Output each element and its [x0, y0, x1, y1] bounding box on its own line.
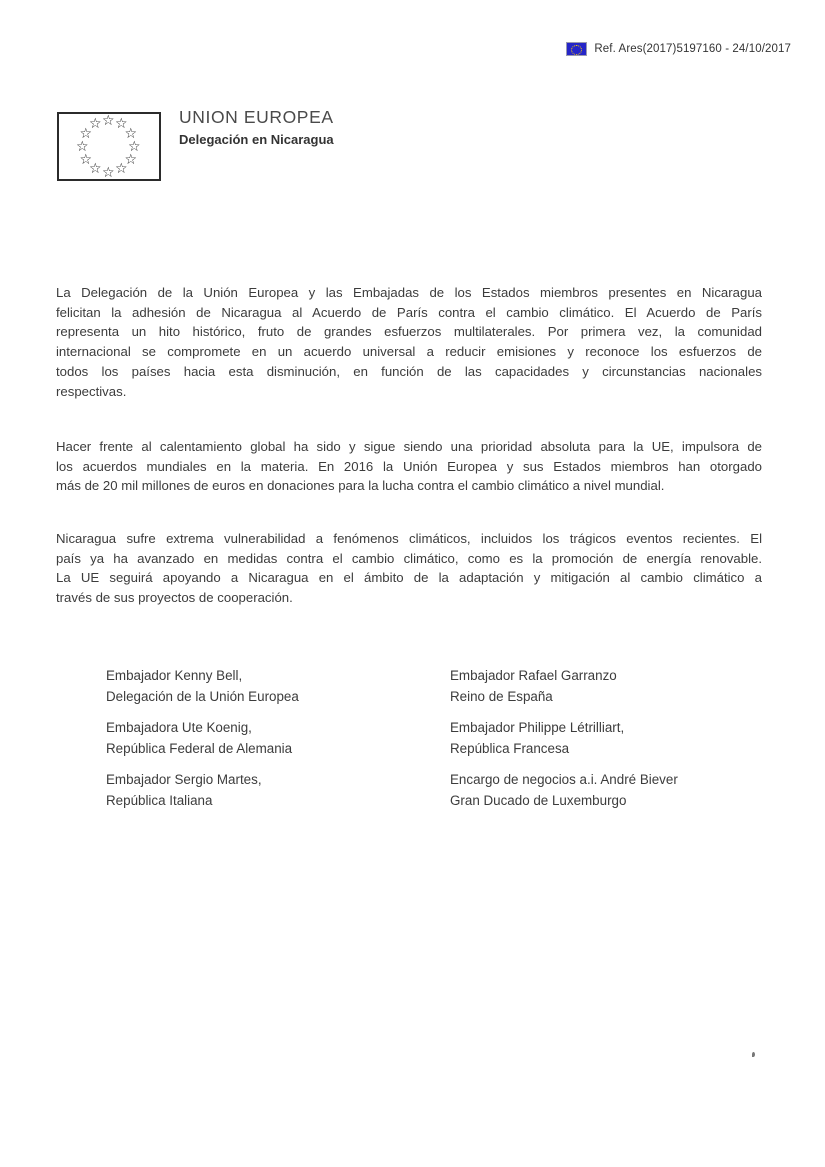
paragraph-eu-priority	[56, 437, 762, 496]
letterhead	[179, 107, 334, 147]
eu-flag-logo	[57, 112, 161, 181]
eu-star-icon: ☆	[79, 150, 93, 167]
signatory-name: Embajador Sergio Martes,	[106, 772, 262, 787]
text-line: La Delegación de la Unión Europea y las Embajadas de los Estados miembros presentes en Nicaragua	[56, 285, 762, 300]
eu-star-icon: ☆	[102, 163, 115, 180]
eu-star-icon: ☆	[79, 124, 93, 141]
eu-star-icon: ☆	[89, 160, 102, 177]
registry-ref-line	[566, 42, 791, 56]
text-line: país ya ha avanzado en medidas contra el cambio climático, como es la promoción de energía renovable.	[56, 550, 762, 566]
text-line: todos los países hacia esta disminución, en función de las capacidades y circunstancias nacionales	[56, 363, 762, 379]
signatory-org: Reino de España	[450, 689, 553, 704]
eu-star-icon: ☆	[76, 137, 89, 154]
text-line: respectivas.	[56, 383, 127, 399]
registry-ref-number: Ref. Ares(2017)5197160 - 24/10/2017	[594, 43, 791, 55]
eu-star-icon: ☆	[115, 114, 128, 131]
eu-star-icon: ☆	[124, 150, 138, 167]
signatory-org: República Francesa	[450, 741, 570, 756]
text-line: representa un hito histórico, fruto de grandes esfuerzos multilaterales. Por primera vez, la comunidad	[56, 324, 762, 340]
signatory-name: Embajador Kenny Bell,	[106, 668, 243, 683]
text-line: internacional se compromete en un acuerdo universal a reducir emisiones y reconoce los esfuerzos de	[56, 344, 762, 360]
signatory-org: República Federal de Alemania	[106, 741, 293, 756]
signatory-name: Embajadora Ute Koenig,	[106, 720, 252, 735]
text-line: más de 20 mil millones de euros en donaciones para la lucha contra el cambio climático a nivel mundial.	[56, 478, 665, 494]
signature-entry	[450, 769, 746, 811]
eu-star-icon: ☆	[89, 114, 102, 131]
signature-entry	[106, 769, 450, 811]
scan-artifact-dot	[752, 1052, 755, 1057]
text-line: través de sus proyectos de cooperación.	[56, 590, 293, 606]
signature-entry	[450, 665, 746, 707]
paragraph-nicaragua-vulnerability	[56, 529, 762, 608]
signature-column-left	[106, 665, 450, 811]
signature-entry	[106, 665, 450, 707]
signature-entry	[450, 717, 746, 759]
signature-entry	[106, 717, 450, 759]
delegation-name: Delegación en Nicaragua	[179, 132, 334, 147]
text-line: Nicaragua sufre extrema vulnerabilidad a fenómenos climáticos, incluidos los trágicos eventos recientes. El	[56, 531, 762, 546]
signatory-name: Embajador Rafael Garranzo	[450, 668, 617, 683]
signatory-org: Gran Ducado de Luxemburgo	[450, 793, 627, 808]
eu-star-icon: ☆	[128, 137, 141, 154]
text-line: felicitan la adhesión de Nicaragua al Acuerdo de París contra el cambio climático. El Acuerdo de París	[56, 304, 762, 320]
org-name: UNION EUROPEA	[179, 107, 334, 127]
text-line: Hacer frente al calentamiento global ha sido y sigue siendo una prioridad absoluta para la UE, impulsora de	[56, 439, 762, 454]
eu-star-icon: ☆	[115, 160, 128, 177]
text-line: La UE seguirá apoyando a Nicaragua en el ámbito de la adaptación y mitigación al cambio climático a	[56, 570, 762, 586]
eu-star-icon: ☆	[124, 124, 138, 141]
signature-block	[106, 665, 746, 811]
signatory-org: Delegación de la Unión Europea	[106, 689, 299, 704]
eu-star-icon: ☆	[102, 111, 115, 128]
signatory-name: Encargo de negocios a.i. André Biever	[450, 772, 678, 787]
eu-flag-stars	[59, 111, 159, 180]
text-line: los acuerdos mundiales en la materia. En 2016 la Unión Europea y sus Estados miembros han otorgado	[56, 458, 762, 474]
signatory-org: República Italiana	[106, 793, 213, 808]
paragraph-paris-agreement	[56, 283, 762, 401]
signature-column-right	[450, 665, 746, 811]
signatory-name: Embajador Philippe Létrilliart,	[450, 720, 625, 735]
eu-flag-icon	[566, 42, 587, 56]
